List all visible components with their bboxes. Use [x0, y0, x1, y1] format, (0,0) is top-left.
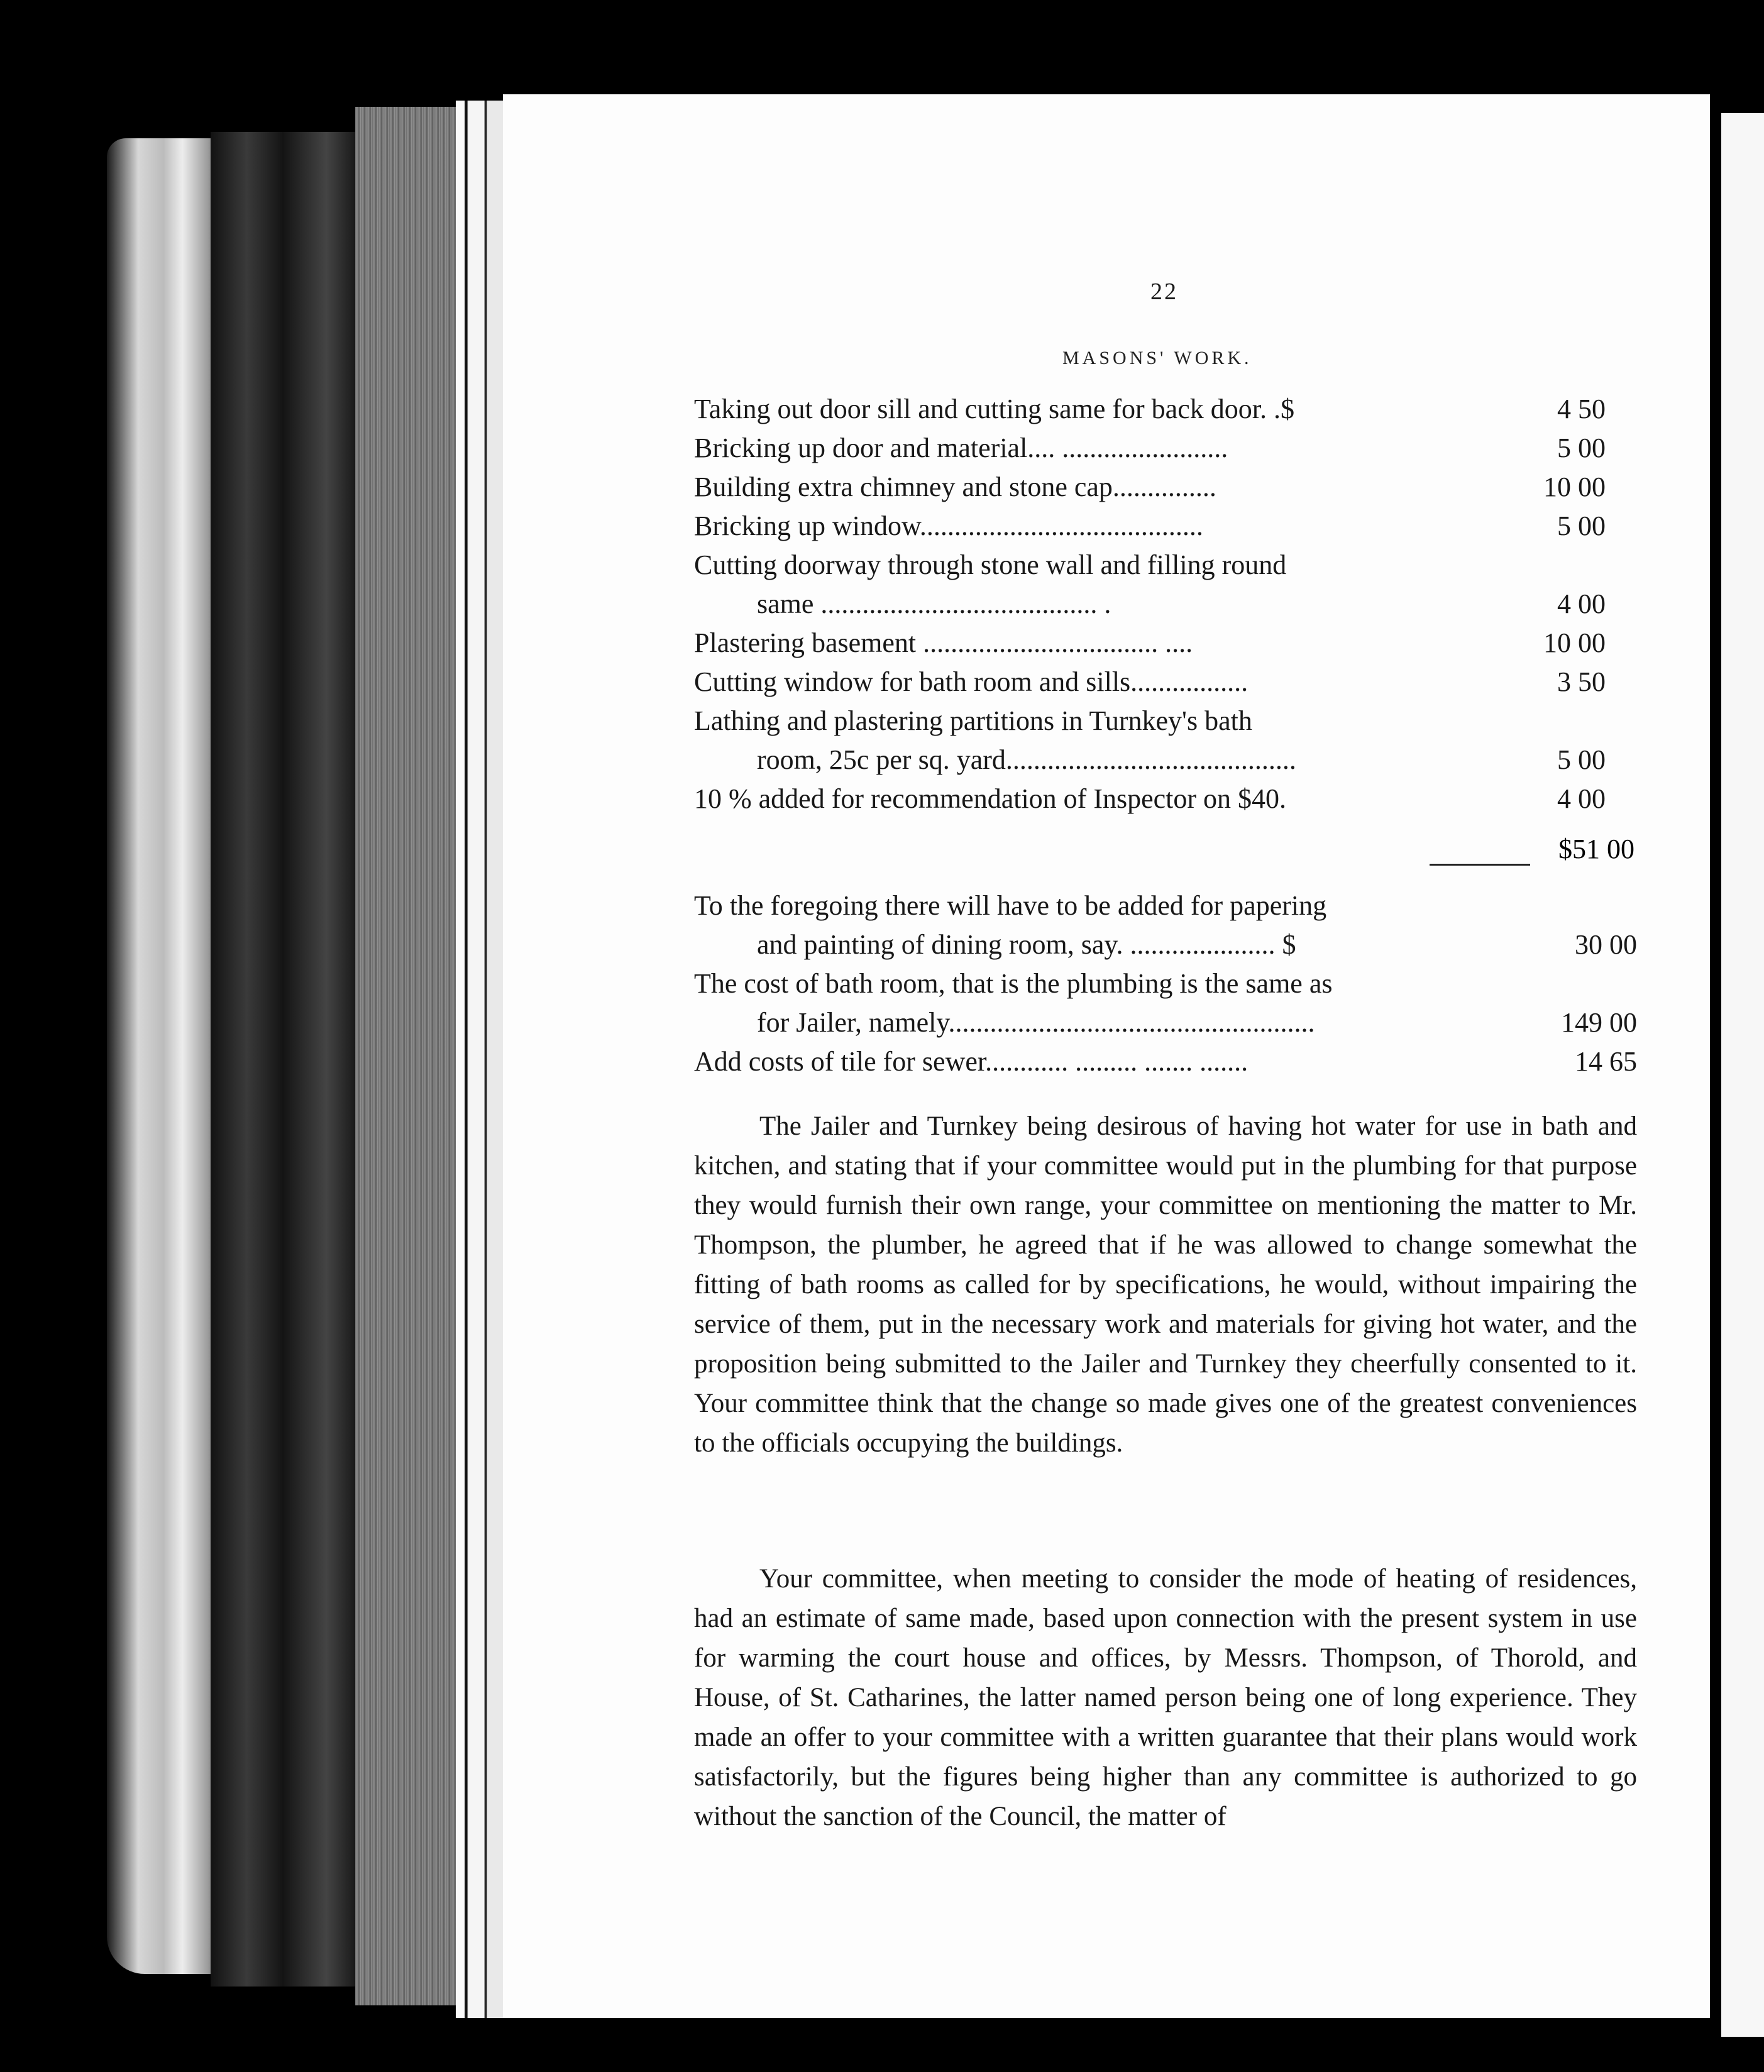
ledger-item-label: Building extra chimney and stone cap............... [694, 471, 1216, 502]
additional-costs-ledger [694, 886, 1637, 1081]
paragraph-text: Your committee, when meeting to consider the mode of heating of residences, had an estimate of same made, based upon connection with the present system in use for warming the court house and offices, by Messrs. Thompson, of Thorold, and House, of St. Catharines, the latter named person being one of long experience. They made an offer to your committee with a written guarantee that their plans would work satisfactorily, but the figures being higher than any committee is authorized to go without the sanction of the Council, the matter of [694, 1564, 1637, 1831]
ledger-item-amount: 4 50 [1557, 394, 1606, 424]
ledger-item-label: Lathing and plastering partitions in Turnkey's bath [694, 705, 1252, 736]
ledger-row [694, 468, 1637, 507]
ledger-row [694, 1003, 1637, 1042]
ledger-row [694, 886, 1637, 925]
ledger-row [694, 964, 1637, 1003]
ledger-row [694, 507, 1637, 546]
ledger-row [694, 702, 1637, 741]
section-heading: MASONS' WORK. [1062, 348, 1252, 368]
ledger-row [694, 663, 1637, 702]
ledger-row [694, 925, 1637, 964]
ledger-item-label: Bricking up door and material.... ........................ [694, 433, 1228, 463]
ledger-item-label: same ........................................ . [757, 588, 1111, 619]
ledger-item-label: The cost of bath room, that is the plumbing is the same as [694, 968, 1333, 999]
ledger-item-amount: 5 00 [1557, 744, 1606, 775]
ledger-row [694, 741, 1637, 780]
ledger-item-amount: 4 00 [1557, 783, 1606, 814]
ledger-row [694, 585, 1637, 624]
ledger-item-label: Add costs of tile for sewer............ ......... ....... ....... [694, 1046, 1249, 1077]
ledger-row [694, 429, 1637, 468]
page-number: 22 [1150, 278, 1178, 305]
ledger-item-label: for Jailer, namely..................................................... [757, 1007, 1315, 1038]
ledger-item-label: Bricking up window......................................... [694, 510, 1203, 541]
ledger-row [694, 546, 1637, 585]
masons-total-row [1446, 830, 1634, 869]
ledger-item-amount: 4 00 [1557, 588, 1606, 619]
ledger-item-amount: 3 50 [1557, 666, 1606, 697]
ledger-row [694, 780, 1637, 818]
ledger-item-amount: 5 00 [1557, 510, 1606, 541]
ledger-item-amount: 14 65 [1575, 1046, 1637, 1077]
ledger-item-amount: 10 00 [1543, 627, 1606, 658]
ledger-item-label: Taking out door sill and cutting same for back door. .$ [694, 394, 1294, 424]
ledger-item-label: 10 % added for recommendation of Inspector on $40. [694, 783, 1287, 814]
page-block-edges [355, 107, 456, 2005]
facing-page-edge [1721, 113, 1764, 2037]
ledger-item-amount: 10 00 [1543, 471, 1606, 502]
ledger-item-amount: 149 00 [1561, 1007, 1637, 1038]
masons-ledger [694, 390, 1637, 818]
paragraph-text: The Jailer and Turnkey being desirous of having hot water for use in bath and kitchen, and stating that if your committee would put in the plumbing for that purpose they would furnish their own range, your committee on mentioning the matter to Mr. Thompson, the plumber, he agreed that if he was allowed to change somewhat the fitting of bath rooms as called for by specifications, he would, without impairing the service of them, put in the necessary work and materials for giving hot water, and the proposition being submitted to the Jailer and Turnkey they cheerfully consented to it. Your committee think that the change so made gives one of the greatest conveniences to the officials occupying the buildings. [694, 1111, 1637, 1458]
ledger-item-label: Plastering basement .................................. .... [694, 627, 1193, 658]
ledger-item-label: Cutting doorway through stone wall and filling round [694, 549, 1287, 580]
paragraph-hot-water [694, 1106, 1637, 1463]
ledger-item-label: and painting of dining room, say. ..................... $ [757, 929, 1296, 960]
ledger-item-amount: 5 00 [1557, 433, 1606, 463]
ledger-item-label: room, 25c per sq. yard.......................................... [757, 744, 1296, 775]
ledger-row [694, 1042, 1637, 1081]
paragraph-heating [694, 1559, 1637, 1836]
book-edge-inner [211, 132, 355, 1987]
ledger-item-label: Cutting window for bath room and sills................. [694, 666, 1249, 697]
gutter-lines [456, 101, 503, 2018]
ledger-item-amount: 30 00 [1575, 929, 1637, 960]
ledger-row [694, 390, 1637, 429]
masons-total: $51 00 [1558, 834, 1634, 864]
ledger-item-label: To the foregoing there will have to be added for papering [694, 890, 1327, 921]
ledger-row [694, 624, 1637, 663]
